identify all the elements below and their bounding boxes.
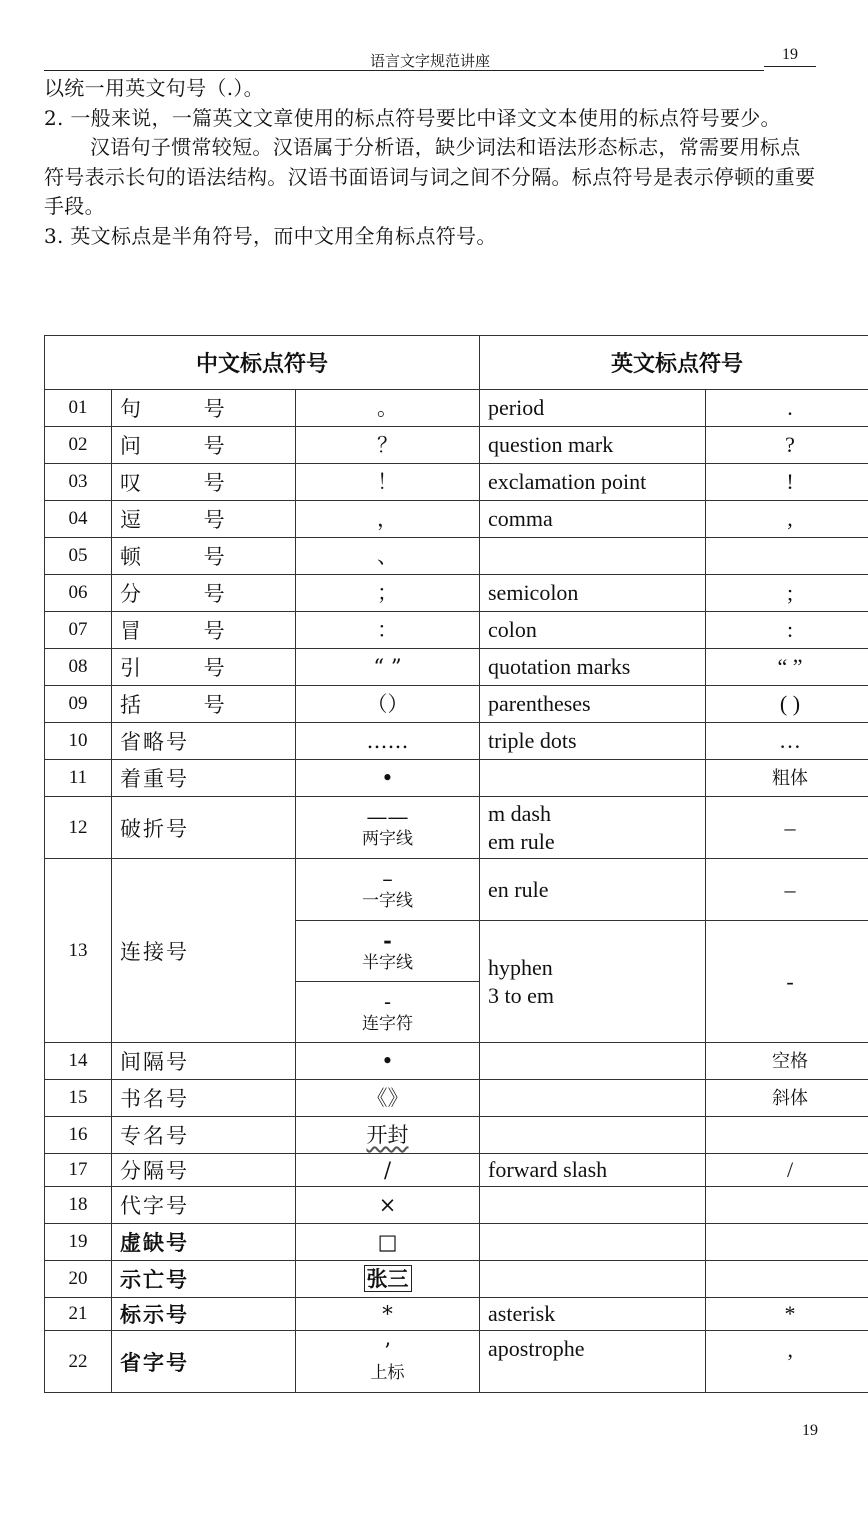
- row-number: 19: [45, 1224, 112, 1261]
- en-symbol: [706, 1187, 868, 1224]
- en-symbol: ;: [706, 575, 868, 612]
- paragraph: 汉语句子惯常较短。汉语属于分析语，缺少词法和语法形态标志，常需要用标点符号表示长句的语法结构。汉语书面语词与词之间不分隔。标点符号是表示停顿的重要手段。: [44, 135, 816, 218]
- cn-symbol: /: [296, 1154, 480, 1187]
- row-number: 17: [45, 1154, 112, 1187]
- cn-name: 顿 号: [112, 538, 296, 575]
- en-symbol: –: [706, 797, 868, 859]
- cn-symbol: ；: [296, 575, 480, 612]
- cn-name: 句 号: [112, 390, 296, 427]
- en-symbol: …: [706, 723, 868, 760]
- row-number: 03: [45, 464, 112, 501]
- cn-symbol: 。: [296, 390, 480, 427]
- table-header-row: [45, 336, 868, 390]
- cn-name: 标示号: [112, 1298, 296, 1331]
- en-symbol: 斜体: [706, 1080, 868, 1117]
- en-symbol: ?: [706, 427, 868, 464]
- en-name: forward slash: [480, 1154, 706, 1187]
- en-symbol: 空格: [706, 1043, 868, 1080]
- en-symbol: *: [706, 1298, 868, 1331]
- en-name: triple dots: [480, 723, 706, 760]
- table-row: [45, 1224, 868, 1261]
- table-row: [45, 612, 868, 649]
- en-symbol: [706, 1117, 868, 1154]
- cn-name: 省略号: [112, 723, 296, 760]
- cn-symbol-label: 半字线: [362, 952, 413, 973]
- cn-symbol: •: [296, 1043, 480, 1080]
- row-number: 10: [45, 723, 112, 760]
- cn-symbol: -: [383, 927, 392, 953]
- en-name: period: [480, 390, 706, 427]
- cn-symbol-cell: [296, 921, 480, 982]
- row-number: 16: [45, 1117, 112, 1154]
- row-number: 11: [45, 760, 112, 797]
- cn-symbol: □: [296, 1224, 480, 1261]
- table-row: [45, 1154, 868, 1187]
- header-english-punctuation: 英文标点符号: [480, 336, 868, 390]
- cn-symbol: 、: [296, 538, 480, 575]
- cn-symbol: –: [382, 867, 393, 892]
- en-symbol: -: [706, 921, 868, 1043]
- cn-symbol-cell: [296, 1331, 480, 1393]
- en-name: [480, 760, 706, 797]
- row-number: 05: [45, 538, 112, 575]
- en-name: [480, 538, 706, 575]
- table-row: [45, 1261, 868, 1298]
- en-name: [480, 1224, 706, 1261]
- cn-symbol: ——: [366, 805, 409, 830]
- cn-name: 连接号: [112, 859, 296, 1043]
- punctuation-table: [44, 335, 868, 1393]
- table-row: [45, 390, 868, 427]
- cn-symbol-label: 连字符: [362, 1013, 413, 1034]
- cn-symbol: 张三: [364, 1265, 412, 1292]
- row-number: 21: [45, 1298, 112, 1331]
- table-row: [45, 538, 868, 575]
- cn-symbol: -: [383, 989, 392, 1014]
- en-name: m dash: [488, 801, 551, 826]
- en-name: en rule: [480, 859, 706, 921]
- en-symbol: ’: [706, 1331, 868, 1393]
- row-number: 20: [45, 1261, 112, 1298]
- cn-symbol: ……: [296, 723, 480, 760]
- en-name: [480, 1117, 706, 1154]
- row-number: 01: [45, 390, 112, 427]
- cn-symbol: *: [296, 1298, 480, 1331]
- en-name: hyphen: [488, 955, 553, 980]
- row-number: 07: [45, 612, 112, 649]
- en-name: question mark: [480, 427, 706, 464]
- en-name: apostrophe: [480, 1331, 706, 1393]
- cn-name: 虚缺号: [112, 1224, 296, 1261]
- en-symbol: ( ): [706, 686, 868, 723]
- en-symbol: 粗体: [706, 760, 868, 797]
- cn-symbol: 《》: [296, 1080, 480, 1117]
- row-number: 04: [45, 501, 112, 538]
- en-name: quotation marks: [480, 649, 706, 686]
- footer-page-number: 19: [802, 1422, 818, 1439]
- cn-symbol: “ ”: [296, 649, 480, 686]
- en-name-cell: [480, 921, 706, 1043]
- cn-name: 分 号: [112, 575, 296, 612]
- cn-symbol: 开封: [366, 1122, 409, 1147]
- cn-name: 间隔号: [112, 1043, 296, 1080]
- cn-symbol-cell: [296, 797, 480, 859]
- body-text: [44, 74, 820, 251]
- cn-name: 逗 号: [112, 501, 296, 538]
- row-number: 22: [45, 1331, 112, 1393]
- en-symbol: .: [706, 390, 868, 427]
- table-row: [45, 427, 868, 464]
- table-row: [45, 575, 868, 612]
- en-name: [480, 1187, 706, 1224]
- cn-symbol-label: 一字线: [362, 891, 413, 912]
- table-row: [45, 723, 868, 760]
- cn-name: 省字号: [112, 1331, 296, 1393]
- header-title: 语言文字规范讲座: [369, 52, 490, 70]
- table-row: [45, 760, 868, 797]
- paragraph: 3. 英文标点是半角符号，而中文用全角标点符号。: [44, 223, 497, 248]
- cn-symbol: •: [296, 760, 480, 797]
- en-symbol: [706, 1224, 868, 1261]
- cn-symbol: ！: [296, 464, 480, 501]
- header-rule: [44, 70, 764, 71]
- row-number: 12: [45, 797, 112, 859]
- cn-name: 代字号: [112, 1187, 296, 1224]
- table-row: [45, 1298, 868, 1331]
- en-name: [480, 1043, 706, 1080]
- cn-name: 示亡号: [112, 1261, 296, 1298]
- cn-name: 书名号: [112, 1080, 296, 1117]
- table-row: [45, 1043, 868, 1080]
- header-chinese-punctuation: 中文标点符号: [45, 336, 480, 390]
- en-name: [480, 1261, 706, 1298]
- row-number: 02: [45, 427, 112, 464]
- en-name: comma: [480, 501, 706, 538]
- en-name: [480, 1080, 706, 1117]
- row-number: 14: [45, 1043, 112, 1080]
- cn-symbol-cell: [296, 1261, 480, 1298]
- en-name: em rule: [488, 828, 555, 854]
- table-row: [45, 501, 868, 538]
- cn-name: 专名号: [112, 1117, 296, 1154]
- cn-symbol-cell: [296, 982, 480, 1043]
- table-row: [45, 859, 868, 921]
- paragraph: 以统一用英文句号（.）。: [44, 76, 264, 100]
- table-row: [45, 1080, 868, 1117]
- en-symbol: “ ”: [706, 649, 868, 686]
- page-header: [44, 44, 816, 72]
- en-symbol: ,: [706, 501, 868, 538]
- cn-symbol-label: 上标: [370, 1363, 405, 1384]
- en-name-cell: [480, 797, 706, 859]
- cn-symbol-label: 两字线: [362, 829, 413, 850]
- row-number: 08: [45, 649, 112, 686]
- cn-symbol: ×: [296, 1187, 480, 1224]
- cn-name: 叹 号: [112, 464, 296, 501]
- en-symbol: [706, 1261, 868, 1298]
- cn-name: 引 号: [112, 649, 296, 686]
- table-row: [45, 1331, 868, 1393]
- paragraph: 2. 一般来说，一篇英文文章使用的标点符号要比中译文文本使用的标点符号要少。: [44, 105, 781, 130]
- cn-name: 括 号: [112, 686, 296, 723]
- cn-symbol: （）: [296, 686, 480, 723]
- table-row: [45, 464, 868, 501]
- table-row: [45, 1117, 868, 1154]
- cn-symbol: ：: [296, 612, 480, 649]
- cn-name: 问 号: [112, 427, 296, 464]
- cn-symbol: ’: [384, 1339, 391, 1364]
- en-symbol: –: [706, 859, 868, 921]
- cn-symbol-cell: [296, 859, 480, 921]
- row-number: 06: [45, 575, 112, 612]
- en-symbol: [706, 538, 868, 575]
- cn-symbol-cell: [296, 1117, 480, 1154]
- en-name: asterisk: [480, 1298, 706, 1331]
- cn-symbol: ？: [296, 427, 480, 464]
- cn-name: 着重号: [112, 760, 296, 797]
- en-name: semicolon: [480, 575, 706, 612]
- row-number: 13: [45, 859, 112, 1043]
- table-row: [45, 686, 868, 723]
- header-page-number: 19: [764, 46, 816, 67]
- table-row: [45, 797, 868, 859]
- en-name: colon: [480, 612, 706, 649]
- en-symbol: :: [706, 612, 868, 649]
- row-number: 09: [45, 686, 112, 723]
- table-row: [45, 649, 868, 686]
- en-symbol: /: [706, 1154, 868, 1187]
- cn-name: 破折号: [112, 797, 296, 859]
- row-number: 18: [45, 1187, 112, 1224]
- row-number: 15: [45, 1080, 112, 1117]
- cn-name: 分隔号: [112, 1154, 296, 1187]
- en-name: parentheses: [480, 686, 706, 723]
- en-symbol: !: [706, 464, 868, 501]
- en-name: exclamation point: [480, 464, 706, 501]
- cn-symbol: ，: [296, 501, 480, 538]
- en-name: 3 to em: [488, 982, 554, 1008]
- table-row: [45, 1187, 868, 1224]
- cn-name: 冒 号: [112, 612, 296, 649]
